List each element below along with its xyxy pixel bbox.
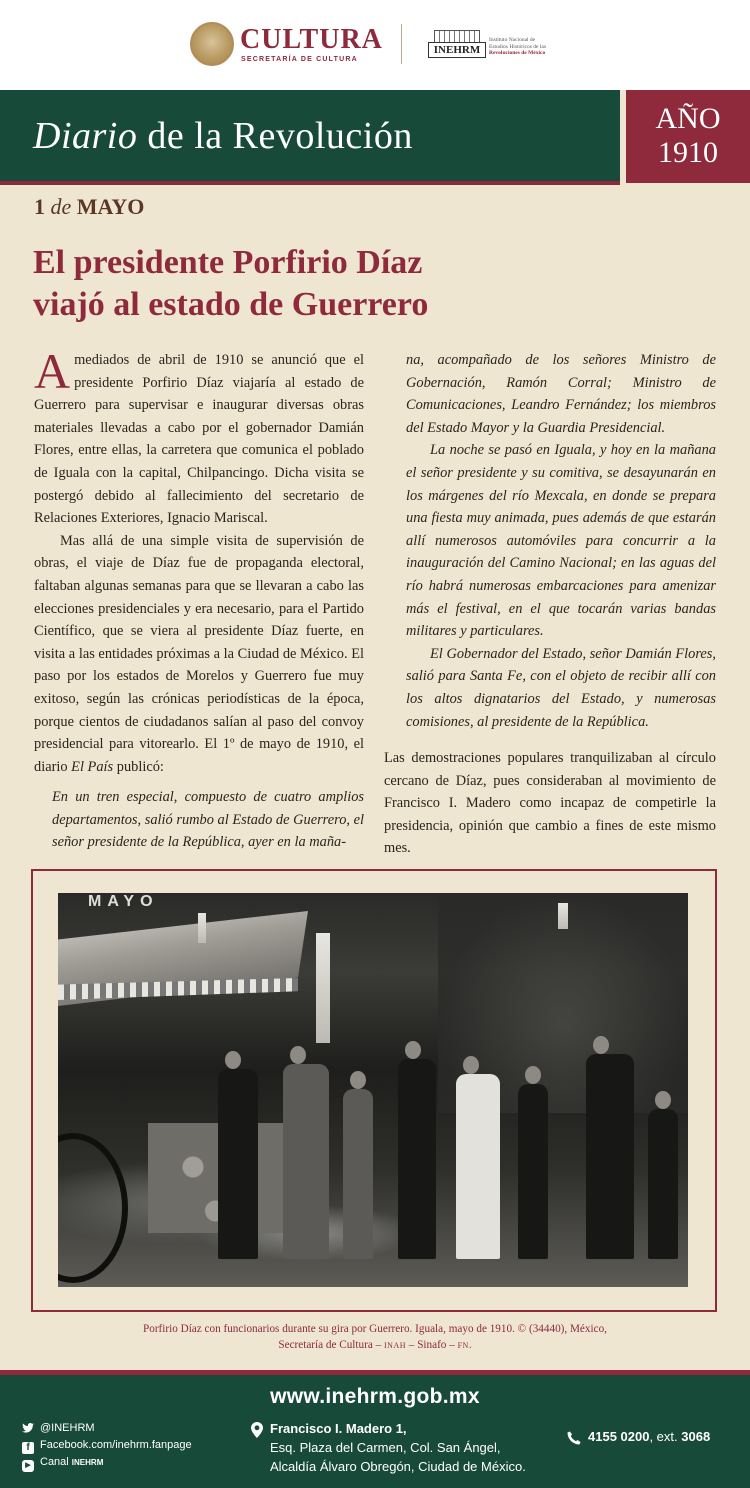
address-street: Francisco I. Madero 1, [270,1421,407,1436]
date-line [34,194,144,220]
youtube-icon: ▶ [22,1460,34,1472]
inehrm-logo[interactable] [428,30,486,60]
address-line2: Esq. Plaza del Carmen, Col. San Ángel, [270,1440,501,1455]
website-link[interactable]: www.inehrm.gob.mx [270,1385,480,1408]
article-column-left [34,343,364,854]
inehrm-logo-label: INEHRM [428,42,486,58]
cultura-logo-title[interactable]: CULTURA [240,24,383,55]
photo-car-wheel [58,1133,128,1283]
location-pin-icon [251,1422,263,1438]
paragraph-2-text: Mas allá de una simple visita de supervisión de obras, el viaje de Díaz fue de propaganda electoral, faltaban algunas semanas para que se llevaran a cabo las elecciones presidenciales y era necesario, para el Partido Científico, que se viera al presidente Díaz fuerte, en visita a las entidades próximas a la Ciudad de México. El paso por los estados de Morelos y Guerrero fue muy exitoso, según las crónicas periodísticas de la época, porque cientos de ciudadanos salían al paso del convoy presidencial para vitorearlo. El 1º de mayo de 1910, el diario [34,532,364,775]
photo-flag [316,933,330,1043]
headline-line2: viajó al estado de Guerrero [33,286,429,323]
year-value: 1910 [658,136,718,169]
facebook-icon: f [22,1442,34,1454]
phone-ext: 3068 [681,1429,711,1444]
caption-line2 [100,1338,650,1354]
date-day: 1 [34,194,45,219]
header-rule [0,181,620,185]
article-paragraph-2 [34,530,364,779]
twitter-handle: @INEHRM [40,1422,95,1434]
caption-inah: INAH [384,1340,406,1350]
caption-line1: Porfirio Díaz con funcionarios durante su gira por Guerrero. Iguala, mayo de 1910. © (34440), México, [143,1323,607,1335]
phone-ext-label: , ext. [649,1429,682,1444]
photo-person [518,1084,548,1259]
photo-flag [558,903,568,929]
article-column-right [384,349,716,860]
youtube-link[interactable] [22,1454,103,1470]
article-headline [33,242,713,326]
historical-photograph [58,893,688,1287]
date-month: MAYO [76,194,145,219]
inehrm-name-line3: Revoluciones de México [489,50,546,56]
footer [0,1375,750,1488]
photo-person [218,1069,258,1259]
year-label: AÑO [655,102,721,135]
quote-1-continued: na, acompañado de los señores Ministro de Gobernación, Ramón Corral; Ministro de Comunicaciones, Leandro Fernández; los miembros del Estado Mayor y la Guardia Presidencial. [406,352,716,436]
address [270,1419,526,1476]
caption-end: . [468,1338,472,1351]
quote-1-start: En un tren especial, compuesto de cuatro amplios departamentos, salió rumbo al Estado de Guerrero, el señor presidente de la República, ayer en la maña- [52,789,364,851]
year-badge [626,90,750,183]
article-paragraph-1 [34,343,364,530]
date-de: de [50,194,72,219]
phone-main: 4155 0200 [588,1429,650,1444]
cultura-logo-subtitle: SECRETARÍA DE CULTURA [241,56,358,63]
facebook-link[interactable] [22,1437,192,1453]
mexico-seal-icon [190,22,234,66]
photo-person [283,1064,329,1259]
caption-fn: FN [457,1340,469,1350]
photo-person [456,1074,500,1259]
inehrm-name-line2: Estudios Históricos de las [489,43,546,50]
photo-person [648,1109,678,1259]
page-title-italic: Diario [33,115,138,157]
photo-caption [100,1322,650,1353]
phone-number[interactable] [588,1429,710,1444]
page-title [33,114,413,158]
twitter-icon [22,1423,34,1435]
quote-3: El Gobernador del Estado, señor Damián Flores, salió para Santa Fe, con el objeto de recibir allí con los altos dignatarios del Estado, y numerosas comisiones, al presidente de la República. [406,645,716,730]
paragraph-2-end: publicó: [113,758,164,775]
logo-bar [0,0,750,90]
quote-2: La noche se pasó en Iguala, y hoy en la mañana el señor presidente y su comitiva, se desayunarán en los márgenes del río Mexcala, en donde se prepara una fiesta muy animada, pues además de que estarán allí numerosos automóviles para concurrir a la inauguración del Camino Nacional; en las aguas del río habrá numerosas embarcaciones para amenizar más el festival, en el que tocarán varias bandas militares y particulares. [406,442,716,640]
phone-icon [567,1431,581,1445]
twitter-link[interactable] [22,1420,95,1436]
photo-person [586,1054,634,1259]
inehrm-building-icon [434,30,480,42]
inehrm-full-name [489,37,569,57]
article-closing-paragraph: Las demostraciones populares tranquilizaban al círculo cercano de Díaz, pues consideraban al movimiento de Francisco I. Madero como incapaz de competirle la presidencia, opinión que cambio a fines de este mismo mes. [384,750,716,857]
logo-divider [401,24,402,64]
photo-person [343,1089,373,1259]
page-title-rest: de la Revolución [137,115,413,157]
newspaper-name: El País [71,758,114,775]
facebook-page: Facebook.com/inehrm.fanpage [40,1439,192,1451]
youtube-channel: INEHRM [71,1458,104,1467]
photo-banner-text: MAYO [88,893,159,910]
caption-sinafo: – Sinafo – [406,1338,458,1351]
youtube-prefix: Canal [40,1456,72,1468]
dropcap: A [34,343,71,399]
inehrm-name-line1: Instituto Nacional de [489,37,536,43]
caption-secretaria: Secretaría de Cultura – [278,1338,384,1351]
headline-line1: El presidente Porfirio Díaz [33,244,423,281]
paragraph-1-text: mediados de abril de 1910 se anunció que el presidente Porfirio Díaz viajaría al estado de Guerrero para supervisar e inaugurar diversas obras materiales llevadas a cabo por el gobernador Damián Flores, entre ellas, la carretera que comunica el poblado de Iguala con la capital, Chilpancingo. Dicha visita se postergó debido al fallecimiento del secretario de Relaciones Exteriores, Ignacio Mariscal. [34,352,364,527]
photo-person [398,1059,436,1259]
address-line3: Alcaldía Álvaro Obregón, Ciudad de México. [270,1459,526,1474]
photo-flag [198,913,206,943]
